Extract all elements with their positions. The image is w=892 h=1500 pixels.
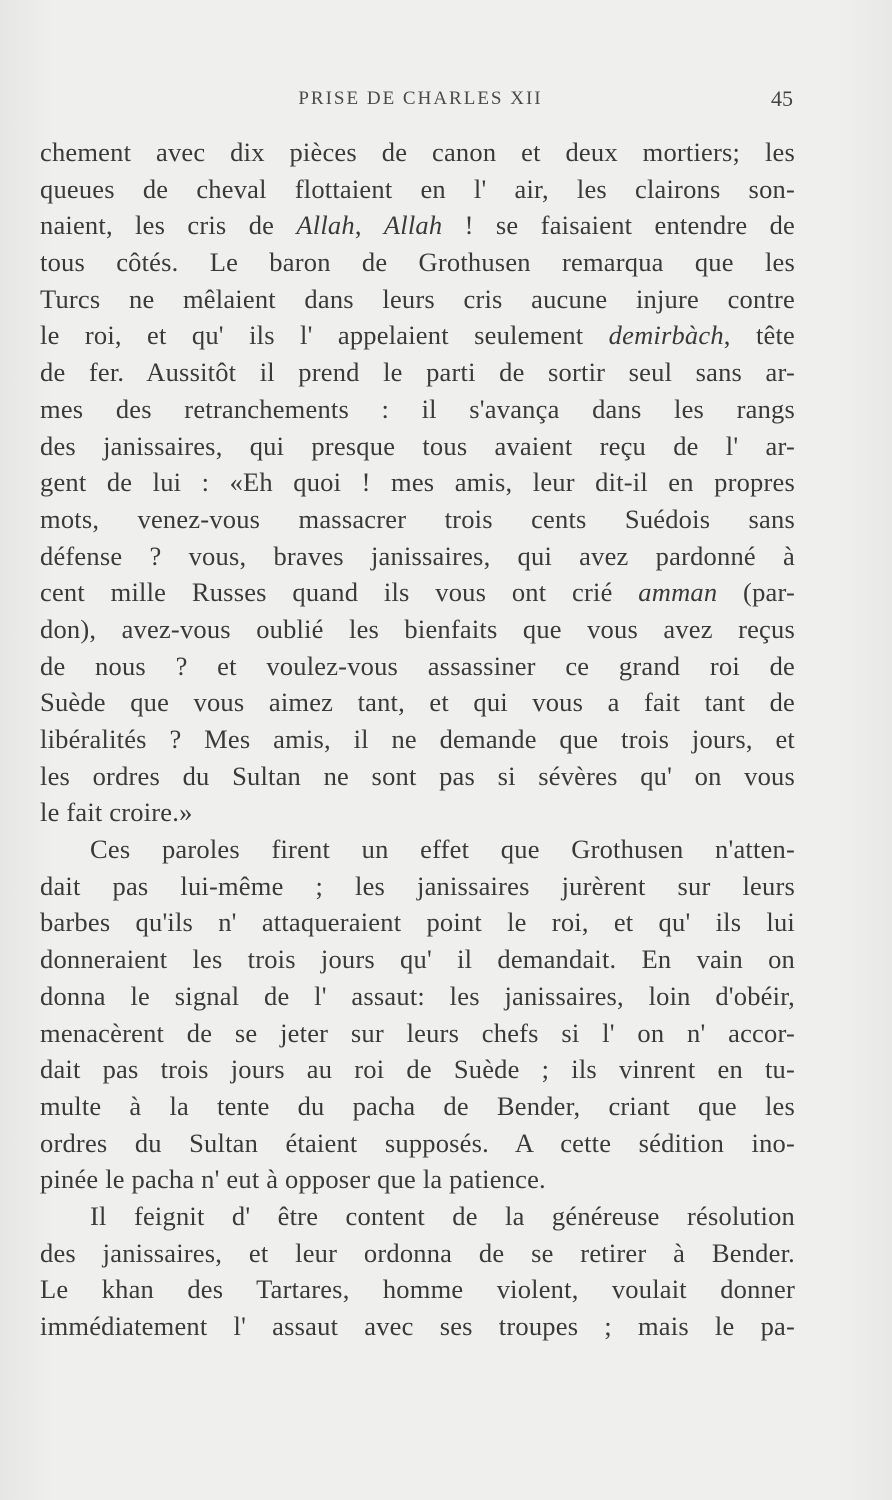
text-line: le fait croire.» <box>40 797 193 828</box>
text-line: Il feignit d' être content de la généreuse résolution <box>90 1200 795 1231</box>
text-segment: (par- <box>717 577 796 608</box>
text-line: ordres du Sultan étaient supposés. A cette sédition ino- <box>40 1127 795 1158</box>
running-title: PRISE DE CHARLES XII <box>298 88 543 109</box>
text-line: de nous ? et voulez-vous assassiner ce grand roi de <box>40 650 795 681</box>
text-line: dait pas trois jours au roi de Suède ; ils vinrent en tu- <box>40 1054 795 1085</box>
text-line: barbes qu'ils n' attaqueraient point le roi, et qu' ils lui <box>40 907 795 938</box>
text-line: chement avec dix pièces de canon et deux mortiers; les <box>40 137 795 167</box>
text-line: Turcs ne mêlaient dans leurs cris aucune injure contre <box>40 283 795 314</box>
text-line <box>40 317 795 354</box>
text-line: des janissaires, qui presque tous avaient reçu de l' ar- <box>40 430 795 461</box>
italic-word: Allah <box>383 210 443 241</box>
page-number: 45 <box>771 86 793 111</box>
text-segment: ! se faisaient entendre de <box>442 210 796 241</box>
text-line: tous côtés. Le baron de Grothusen remarqua que les <box>40 247 795 278</box>
text-line: Ces paroles firent un effet que Grothusen n'atten- <box>90 834 795 865</box>
text-segment: le roi, et qu' ils l' appelaient seulement <box>40 320 609 351</box>
text-line: don), avez-vous oublié les bienfaits que vous avez reçus <box>40 613 795 644</box>
text-line: donneraient les trois jours qu' il demandait. En vain on <box>40 944 795 975</box>
text-segment: , <box>354 210 384 241</box>
text-segment: naient, les cris de <box>40 210 297 241</box>
text-line: libéralités ? Mes amis, il ne demande que trois jours, et <box>40 724 795 754</box>
text-line: pinée le pacha n' eut à opposer que la patience. <box>40 1164 546 1195</box>
text-line: des janissaires, et leur ordonna de se retirer à Bender. <box>40 1237 795 1268</box>
text-line: queues de cheval flottaient en l' air, les clairons son- <box>40 173 795 204</box>
text-line: les ordres du Sultan ne sont pas si sévères qu' on vous <box>40 760 795 791</box>
text-line: menacèrent de se jeter sur leurs chefs si l' on n' accor- <box>40 1017 795 1048</box>
text-segment: cent mille Russes quand ils vous ont crié <box>40 577 639 608</box>
text-line: Le khan des Tartares, homme violent, voulait donner <box>40 1274 795 1305</box>
text-line: mes des retranchements : il s'avança dans les rangs <box>40 393 795 424</box>
text-line: immédiatement l' assaut avec ses troupes ; mais le pa- <box>40 1311 795 1341</box>
italic-word: amman <box>638 577 718 608</box>
text-line: donna le signal de l' assaut: les janissaires, loin d'obéir, <box>40 980 795 1011</box>
text-line: défense ? vous, braves janissaires, qui avez pardonné à <box>40 540 795 571</box>
text-line <box>40 574 795 611</box>
text-line: Suède que vous aimez tant, et qui vous a fait tant de <box>40 687 795 718</box>
text-line: multe à la tente du pacha de Bender, criant que les <box>40 1090 795 1121</box>
text-line: dait pas lui-même ; les janissaires jurèrent sur leurs <box>40 870 795 901</box>
text-segment: , tête <box>723 320 795 351</box>
text-line: gent de lui : «Eh quoi ! mes amis, leur dit-il en propres <box>40 467 795 498</box>
text-line <box>40 207 795 244</box>
italic-word: demirbàch <box>608 320 724 351</box>
body-text <box>40 134 795 1345</box>
running-head <box>48 88 793 118</box>
text-line: de fer. Aussitôt il prend le parti de sortir seul sans ar- <box>40 357 795 388</box>
text-line: mots, venez-vous massacrer trois cents Suédois sans <box>40 503 795 534</box>
italic-word: Allah <box>296 210 355 241</box>
